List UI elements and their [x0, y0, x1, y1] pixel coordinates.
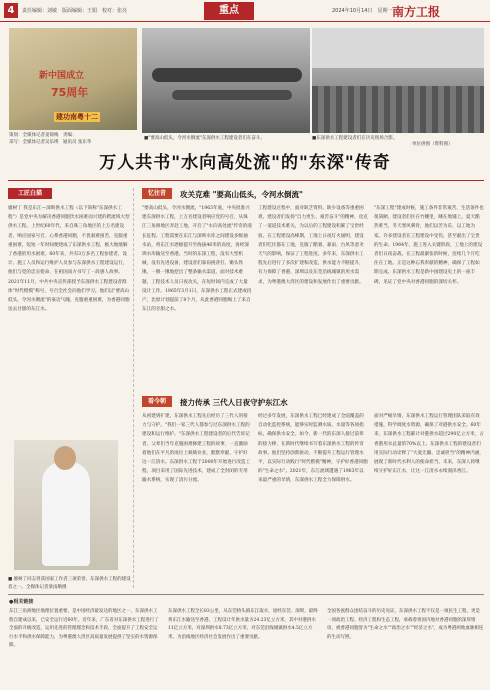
issue-date: 2024年10月14日 星期一 — [332, 8, 393, 14]
photo-source: 单位供图（资料图） — [412, 142, 453, 147]
bottom-col2: 东深供水工程全长83公里，从东莞桥头镇东江取水，途经东莞、深圳，最终将东江水输送至香港。工程设计年供水量为24.23亿立方米，其中对港供水11亿立方米，对深圳供水8.73亿立方米，对东莞沿线城镇供水4.5亿立方米，为沿线地区经济社会发展作出了重要贡献。 — [168, 609, 318, 640]
masthead-logo: 南方工报 — [392, 5, 441, 19]
article2-title: 接力传承 三代人日夜守护东江水 — [180, 398, 288, 407]
historic-photo-construction — [142, 28, 310, 133]
headline: 万人共书"水向高处流"的"东深"传奇 — [99, 153, 391, 173]
overlay-line3: 建功南粤十二 — [56, 113, 98, 121]
article2-col3: 面对严峻旱情，东深供水工程运行管理团队采取有效措施，科学调度水资源，确保了对港供水安全。60年来，东深供水工程累计对港供水超过290亿立方米，占香港用水总量的70%以上。东深供水工程的建设者们用实际行动诠释了"大爱无疆、忠诚担当"的精神内涵，展现了新时代水利人的使命担当。未来，东深人将继续守护好东江水，让这一江清水永续润泽香江。 — [374, 414, 484, 475]
portrait-caption: ■ 廖树丁同志曾获国家工作者三项荣誉，东深供水工程的建设者之一。全媒体记者梁雨顺摄 — [8, 577, 131, 590]
bottom-col1: 东江三角洲地区地理位置重要，是中国经济最发达的地区之一，东深供水工程自建成以来，已安全运行近60年。近年来，广东省对东深供水工程进行了全面的升级改造，运用先进的管理理念和技术手段，全面提升了工程安全运行水平和供水保障能力，为粤港澳大湾区高质量发展提供了坚实的水资源保障。 — [9, 609, 159, 648]
left-caption-1: 策划：全媒体记者姜锦梅 责编： — [9, 133, 77, 138]
sidebar-column — [8, 188, 134, 588]
article1-col1: "要高山低头，令河水倒流。"1963年底，中央批准兴建东深供水工程，上万名建设者响应党的号召，从珠江三角洲地区奔赴工地，开启了"水向高处流"传奇的漫长征程。工程需要在东江与深圳水库之间建设多级抽水站，将东江水逐级提升至海拔46米的高度，再经深圳水库输送至香港。当时的东深工程，没有大型机械，没有先进设备，建设者们靠肩挑背扛、锄头铁锹，一锹一锹地挖出了整条输水渠道。面对技术难题，工程技术人员日夜攻关，在短时间内完成了大量设计工作。1965年3月1日，东深供水工程正式建成投产，比原计划提前了8个月，从此香港同胞喝上了来自东江的甘甜之水。 — [142, 206, 252, 313]
right-photo-caption: ■东深供水工程建设者们在历史现场合影。 — [312, 136, 398, 141]
bottom-col3: 全国各族群众团结奋斗的历史见证，东深供水工程不仅是一项民生工程，更是一项政治工程、经济工程和生态工程，承载着祖国内地对香港同胞的深厚情谊，被香港同胞誉为"生命之水""政治之水""经济之水"，成为粤港两地血脉相连的生动写照。 — [327, 609, 484, 640]
section-label: 重点 — [204, 2, 254, 20]
portrait-photo — [14, 440, 118, 570]
article1-col2: 工程建设过程中，面对缺乏资料、缺少设备等重重困难，建设者们发扬"自力更生、艰苦奋斗"的精神，攻克了一道道技术难关，为以后的工程建设积累了宝贵经验。在工程建设高峰期，工地上日夜灯火通明，建设者们吃住都在工地，克服了酷暑、暴雨、台风等恶劣天气的影响，保证了工程进度。多年来，东深供水工程先后进行了多次扩建和改造，供水能力不断提升，有力保障了香港、深圳以及东莞沿线城镇的用水需求，为粤港澳大湾区的建设和发展作出了重要贡献。 — [258, 206, 368, 285]
overlay-line1: 新中国成立 — [39, 71, 85, 81]
article1-col3: "东深工程"建成时候，施工条件非常艰苦，生活条件也很简陋，建设者们住在竹棚里，睡在地铺上。夏天酷热难当，冬天寒风刺骨，他们以苦为乐，以工地为家。许多建设者在工程建设中受伤，甚至献出了宝贵的生命。1964年，施工进入关键阶段，工地上的建设者们日夜奋战，在工程最紧张的时候，连续几个月吃住在工地。正是这种忘我奉献的精神，确保了工程如期完成。东深供水工程是新中国建设史上的一座丰碑，见证了党中央对香港同胞的深切关怀。 — [374, 206, 484, 285]
overlay-line2: 75周年 — [51, 86, 89, 99]
sidebar-body: 廖树丁 我是东江—深圳供水工程（以下简称"东深供水工程"）是党中央为解决香港同胞饮水困难而兴建的跨流域大型供水工程。上世纪60年代，来自珠三角地区的上万名建设者，响应国家号召，心系香港同胞，不畏艰难困苦，克服重重困难，短短一年时间便建成了东深供水工程，极大地缓解了香港的用水困难。60年来，共有3万多名工程参建者，设计、施工人员和运行维护人员参与东深供水工程建设运行，他们与党的忠实使命，在祖国南方书写了一段感人故事。2021年11月，中共中央宣传部授予东深供水工程建设者群体"时代楷模"称号，号召全社会向他们学习。他们以"要高山低头，令河水倒流"的豪迈气魄，克服重重困难，为香港同胞送去甘甜的东江水。 — [8, 206, 130, 313]
article1-tag: 忆往昔 — [142, 188, 172, 199]
editor-info: 责任编辑：刘敏 版面编辑：王娟 校对：张亮 — [22, 8, 128, 14]
page-number: 4 — [4, 3, 18, 18]
article2-tag: 看今朝 — [142, 396, 172, 407]
historic-photo-group — [312, 28, 484, 133]
bottom-divider — [8, 594, 484, 595]
related-link-tag: ●相关链接 — [9, 599, 34, 605]
article1-title: 攻关克难 "要高山低头，令河水倒流" — [180, 190, 303, 199]
headline-divider — [8, 180, 484, 181]
left-caption-2: 采写：全媒体记者吴乐瑛 通讯员 张东华 — [9, 140, 92, 145]
sidebar-tag: 工匠白描 — [8, 188, 52, 199]
article2-col1: 从初建到扩建，东深供水工程先后经历了三代人的接力与守护。"我们一家三代人都参与过东深供水工程的建设和运行维护。"东深供水工程建设者的后代告诉记者，父辈们当年克服困难修建工程的故事，一直激励着他们在平凡的岗位上兢兢业业，默默奉献，守护好这一江清水。东深供水工程于2000年开始进行改造工程，项目采用了国际先进技术，建成了全封闭的专用输水系统，实现了清污分流。 — [142, 414, 251, 484]
middle-photo-caption: ■"要高山低头，令河水倒流"东深供水工程建设者们在奋斗。 — [144, 136, 265, 141]
page-header — [0, 0, 490, 22]
anniversary-graphic — [9, 28, 137, 130]
article2-col2: 经过多年发展，东深供水工程已经建成了全面覆盖的自动化监控系统，能够实时监测水质、水量等各项指标，确保供水安全。如今，新一代的东深人接过前辈的接力棒，在新时代继续书写着东深供水工程的传奇故事。他们坚持创新驱动，不断提升工程运行管理水平，以实际行动践行"时代楷模"精神，守护好香港同胞的"生命之水"。2021年，东江流域遭遇了1963年以来最严重的旱情，东深供水工程全力保障供水。 — [258, 414, 368, 484]
